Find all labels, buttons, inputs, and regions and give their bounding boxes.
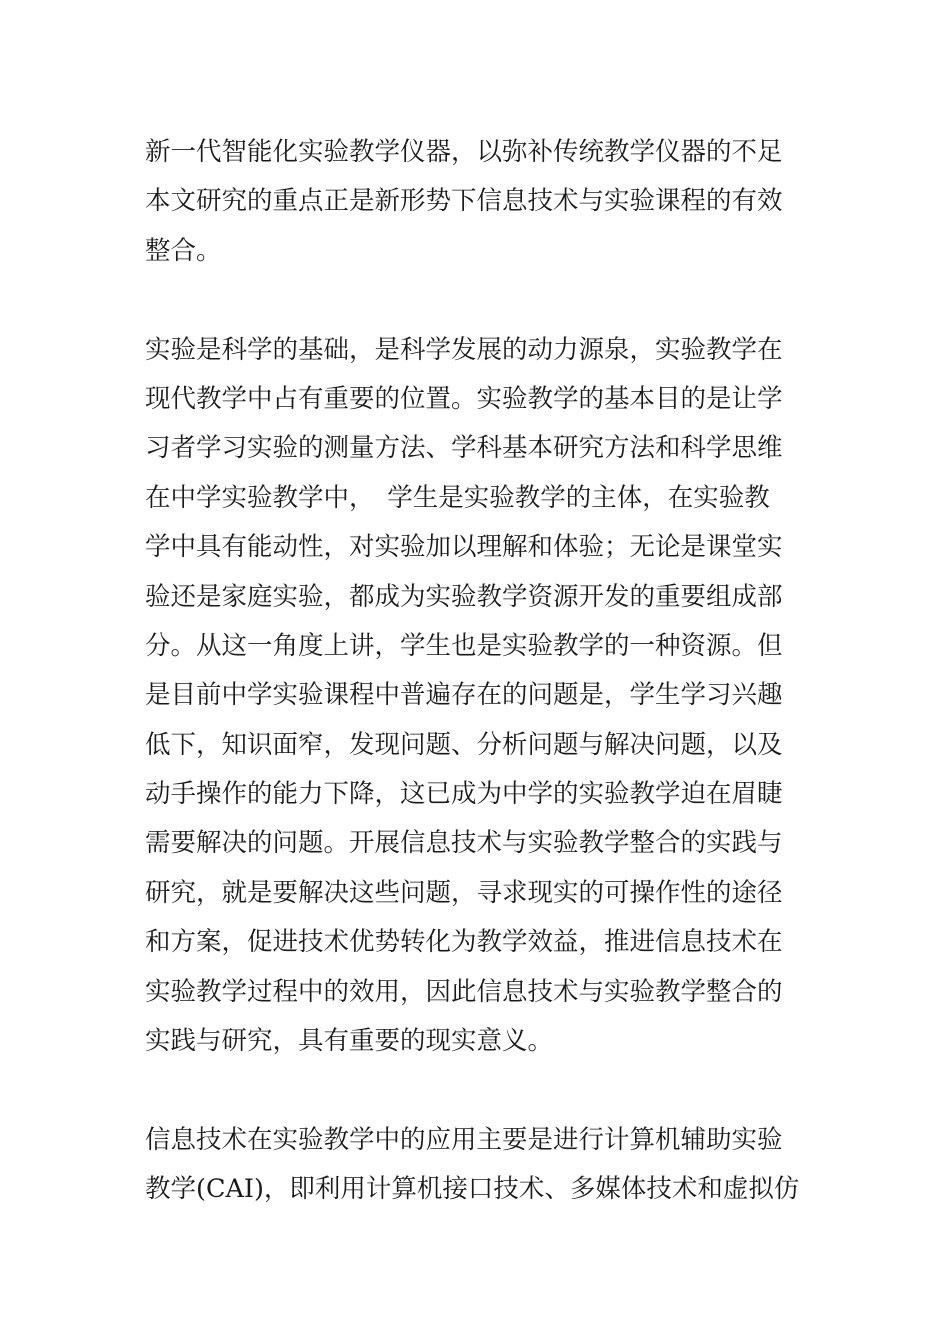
text-line: 本文研究的重点正是新形势下信息技术与实验课程的有效 — [145, 186, 783, 217]
text-line: 在中学实验教学中， 学生是实验教学的主体，在实验教 — [145, 482, 770, 513]
text-line: 现代教学中占有重要的位置。实验教学的基本目的是让学 — [145, 383, 783, 414]
text-line: 学中具有能动性，对实验加以理解和体验；无论是课堂实 — [145, 532, 783, 563]
text-line: 低下，知识面窄，发现问题、分析问题与解决问题，以及 — [145, 729, 783, 760]
text-line: 动手操作的能力下降，这已成为中学的实验教学迫在眉睫 — [145, 779, 783, 810]
text-line: 信息技术在实验教学中的应用主要是进行计算机辅助实验 — [145, 1124, 783, 1155]
text-line: 习者学习实验的测量方法、学科基本研究方法和科学思维 — [145, 433, 783, 464]
text-line: 是目前中学实验课程中普遍存在的问题是，学生学习兴趣 — [145, 680, 783, 711]
paragraph-3 — [145, 1116, 810, 1215]
document-page — [145, 128, 810, 1215]
paragraph-1 — [145, 128, 810, 276]
text-line: 需要解决的问题。开展信息技术与实验教学整合的实践与 — [145, 828, 783, 859]
text-line: 整合。 — [145, 235, 222, 266]
text-line: 分。从这一角度上讲，学生也是实验教学的一种资源。但 — [145, 630, 783, 661]
text-line: 研究，就是要解决这些问题，寻求现实的可操作性的途径 — [145, 877, 783, 908]
text-line: 和方案，促进技术优势转化为教学效益，推进信息技术在 — [145, 927, 783, 958]
paragraph-gap — [145, 1066, 810, 1115]
text-line: 教学(CAI)，即利用计算机接口技术、多媒体技术和虚拟仿 — [145, 1174, 800, 1205]
text-line: 实验教学过程中的效用，因此信息技术与实验教学整合的 — [145, 976, 783, 1007]
text-line: 实践与研究，具有重要的现实意义。 — [145, 1026, 554, 1057]
text-line: 验还是家庭实验，都成为实验教学资源开发的重要组成部 — [145, 581, 783, 612]
text-line: 实验是科学的基础，是科学发展的动力源泉，实验教学在 — [145, 334, 783, 365]
paragraph-gap — [145, 276, 810, 325]
paragraph-2 — [145, 326, 810, 1067]
text-line: 新一代智能化实验教学仪器，以弥补传统教学仪器的不足 — [145, 137, 783, 167]
